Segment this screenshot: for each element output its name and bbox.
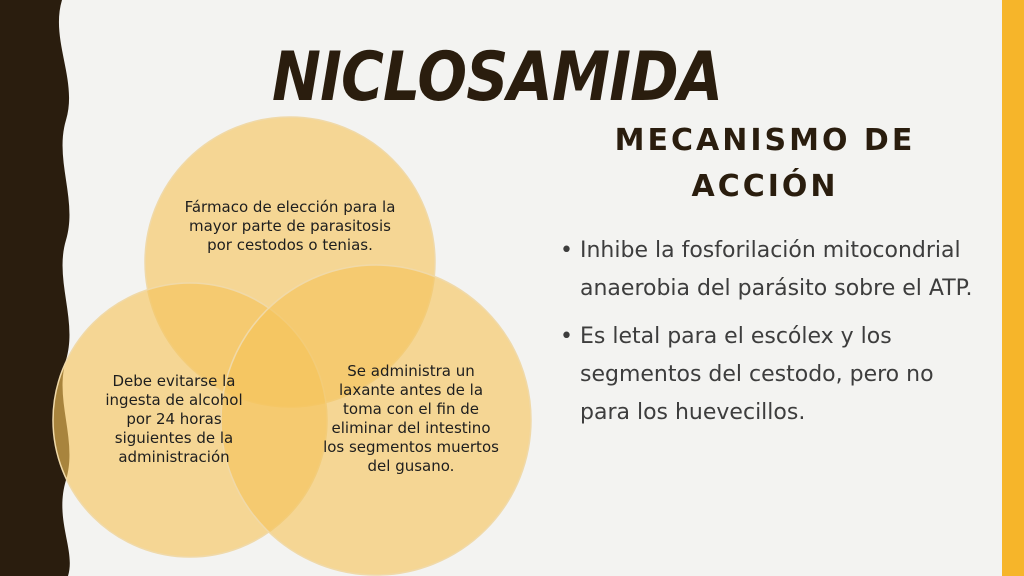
bullet-list [560,232,980,442]
bullet-text: Inhibe la fosforilación mitocondrial anaerobia del parásito sobre el ATP. [580,238,973,301]
subtitle-line-2: ACCIÓN [691,169,839,204]
bullet-item [560,318,980,432]
right-accent-band [1002,0,1024,576]
bullet-item [560,232,980,308]
venn-text-right: Se administra un laxante antes de la toma con el fin de eliminar del intestino los segmentos muertos del gusano. [323,362,499,475]
bullet-marker: • [560,238,573,263]
venn-text-top: Fármaco de elección para la mayor parte de parasitosis por cestodos o tenias. [184,198,396,254]
bullet-marker: • [560,324,573,349]
bullet-text: Es letal para el escólex y los segmentos del cestodo, pero no para los huevecillos. [580,324,934,425]
subtitle-line-1: MECANISMO DE [614,123,916,158]
slide-subtitle [560,118,970,210]
slide-title: NICLOSAMIDA [272,38,723,117]
venn-text-left: Debe evitarse la ingesta de alcohol por 24 horas siguientes de la administración [105,372,243,466]
